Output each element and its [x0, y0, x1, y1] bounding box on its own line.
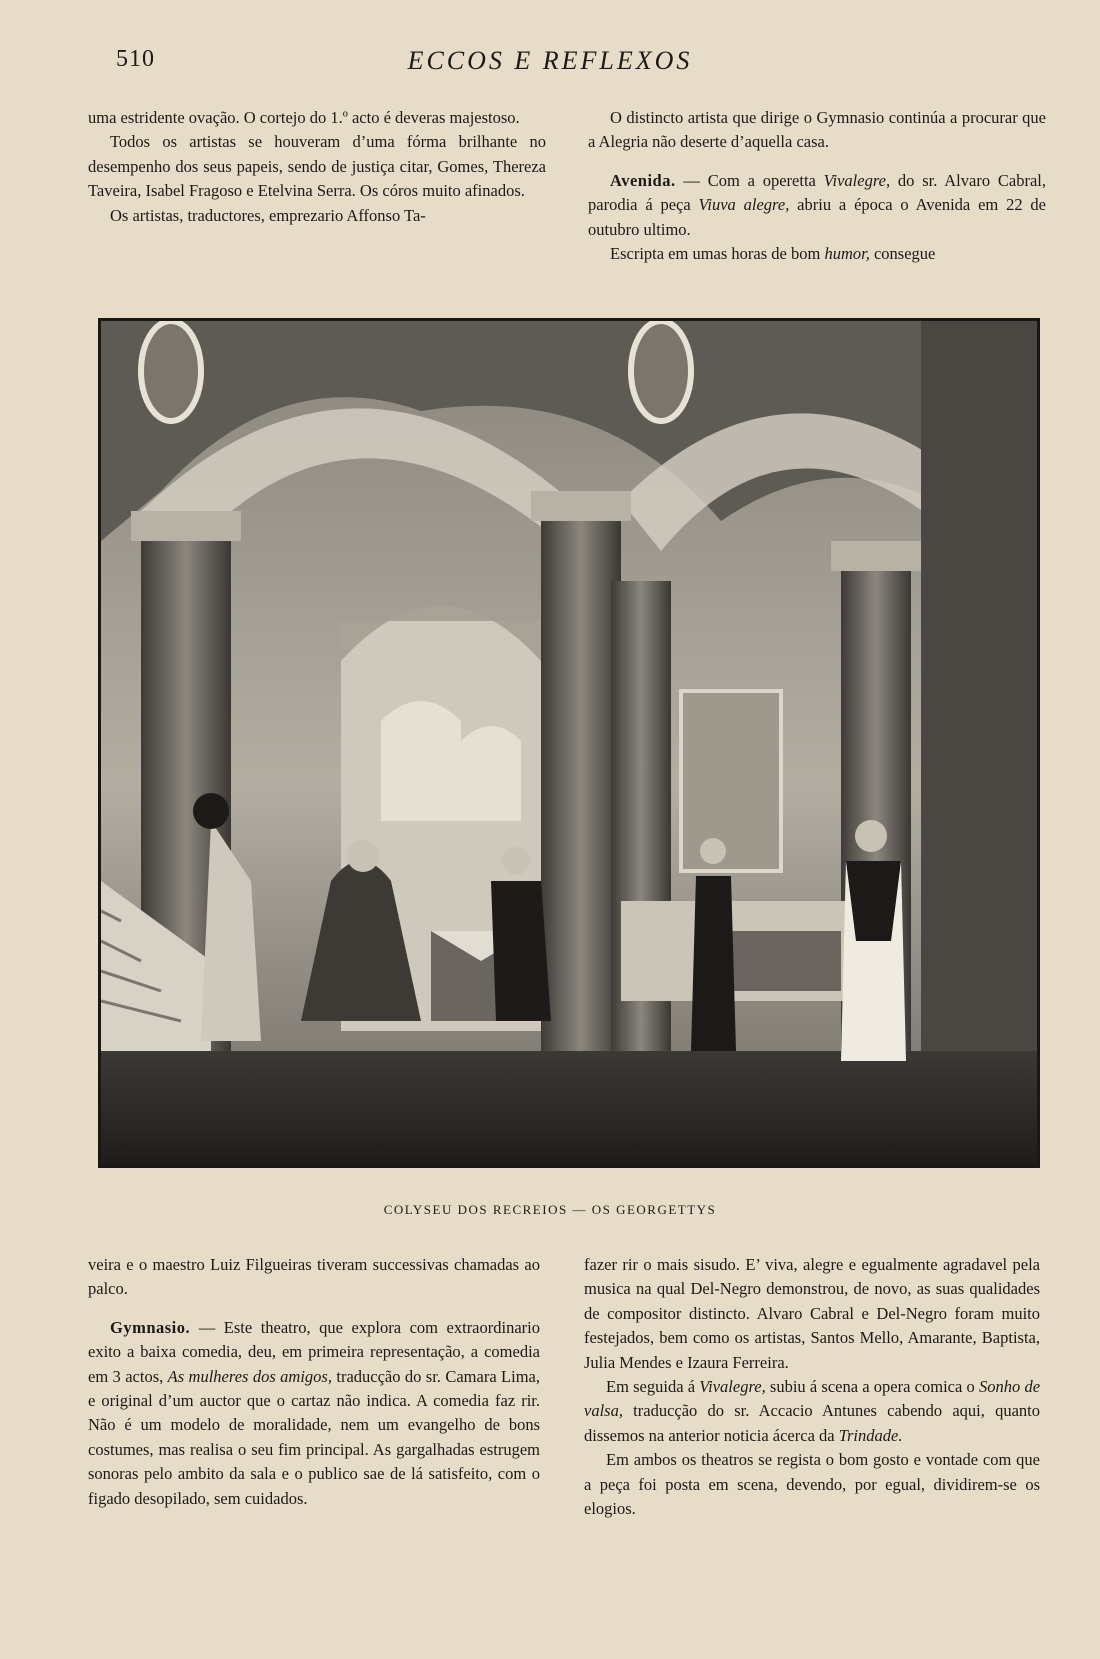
column-top-right	[588, 106, 1046, 266]
text: abriu a época o Avenida em 22 de outubro ultimo.	[588, 195, 1046, 239]
text: Escripta em umas horas de bom	[610, 244, 825, 264]
paragraph: Todos os artistas se houveram d’uma fórma brilhante no desempenho dos seus papeis, sendo de justiça citar, Gomes, Thereza Taveira, Isabel Fragoso e Etelvina Serra. Os córos muito afinados.	[88, 132, 546, 201]
stage-photograph	[98, 318, 1040, 1168]
text: Em seguida á	[606, 1377, 700, 1397]
text: do sr. Alvaro Cabral, parodia á peça	[588, 170, 1046, 215]
work-title: Sonho de valsa,	[584, 1377, 1041, 1421]
paragraph	[588, 242, 1046, 266]
text: — Este theatro, que explora com extraordinario exito a baixa comedia, deu, em primeira representação, a comedia em 3 actos,	[88, 1317, 540, 1386]
paragraph: uma estridente ovação. O cortejo do 1.º acto é deveras majestoso.	[88, 108, 520, 127]
paragraph-avenida	[588, 169, 1046, 242]
work-title: Trindade.	[838, 1425, 903, 1445]
column-top-left	[88, 106, 546, 228]
paragraph: fazer rir o mais sisudo. E’ viva, alegre e egualmente agradavel pela musica na qual Del-Negro demonstrou, de novo, as suas qualidades de compositor distincto. Alvaro Cabral e Del-Negro foram muito festejados, bem como os artistas, Santos Mello, Amarante, Baptista, Julia Mendes e Izaura Ferreira.	[584, 1255, 1040, 1372]
paragraph-gymnasio	[88, 1316, 540, 1511]
paragraph: veira e o maestro Luiz Filgueiras tiveram successivas chamadas ao palco.	[88, 1255, 540, 1299]
column-bottom-left	[88, 1253, 540, 1511]
work-title: Vivalegre,	[823, 170, 891, 190]
paragraph: Os artistas, traductores, emprezario Affonso Ta-	[110, 205, 426, 225]
running-title: ECCOS E REFLEXOS	[407, 46, 693, 75]
text: traducção do sr. Accacio Antunes cabendo aqui, quanto dissemos na anterior noticia ácerca da	[584, 1401, 1040, 1445]
section-title-gymnasio: Gymnasio.	[110, 1317, 191, 1337]
work-title: Vivalegre,	[699, 1377, 766, 1397]
stage-photograph-drawing	[101, 321, 1037, 1165]
text: — Com a operetta	[675, 170, 824, 190]
column-bottom-right	[584, 1253, 1040, 1521]
work-title: Viuva alegre,	[698, 195, 790, 215]
paragraph: O distincto artista que dirige o Gymnasio continúa a procurar que a Alegria não deserte d’aquella casa.	[588, 108, 1046, 152]
paragraph: Em ambos os theatros se regista o bom gosto e vontade com que a peça foi posta em scena, devendo, por egual, dividirem-se os elogios.	[584, 1450, 1040, 1519]
section-title-avenida: Avenida.	[610, 170, 676, 190]
page-number: 510	[116, 46, 155, 72]
text: subiu á scena a opera comica o	[765, 1377, 979, 1397]
text: consegue	[869, 244, 936, 264]
figure-caption: COLYSEU DOS RECREIOS — OS GEORGETTYS	[383, 1202, 717, 1217]
work-title: As mulheres dos amigos,	[167, 1366, 332, 1386]
emphasis: humor,	[824, 244, 870, 264]
text: traducção do sr. Camara Lima, e original d’um auctor que o cartaz não indica. A comedia faz rir. Não é um modelo de moralidade, nem um evangelho de bons costumes, mas realisa o seu fim principal. As gargalhadas estrugem sonoras pelo ambito da sala e o publico sae de lá satisfeito, com o figado desopilado, sem cuidados.	[88, 1366, 540, 1508]
paragraph	[584, 1375, 1040, 1448]
